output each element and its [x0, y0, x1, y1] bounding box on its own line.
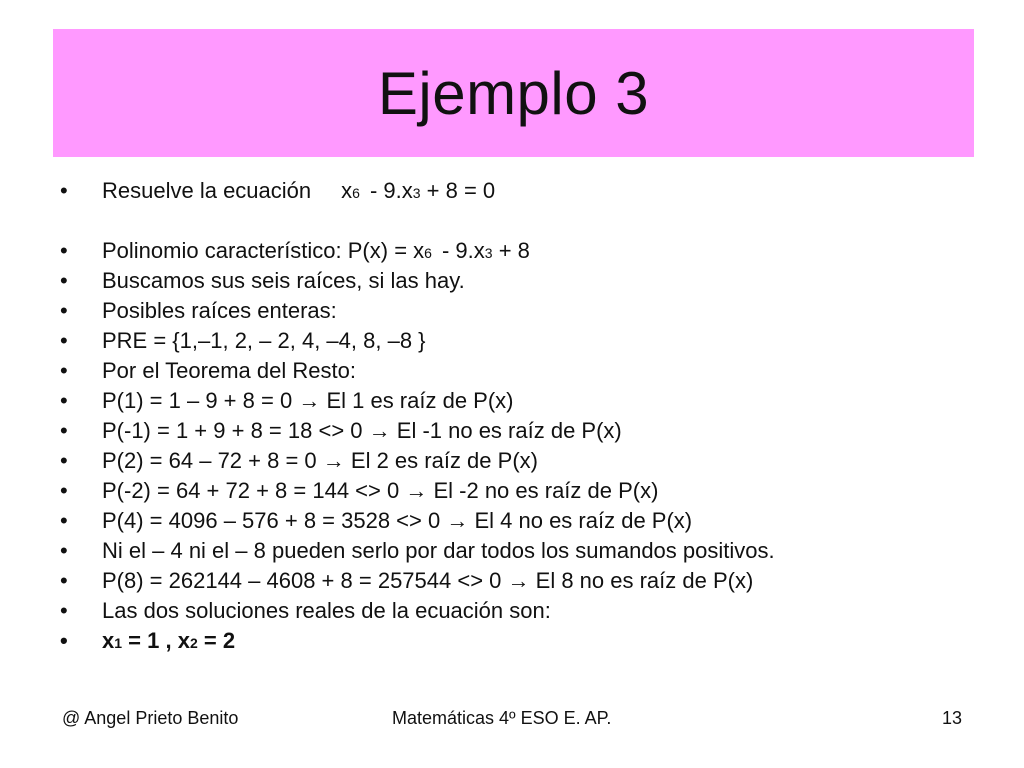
bullet-item: • Ni el – 4 ni el – 8 pueden serlo por dar todos los sumandos positivos.	[60, 536, 1000, 566]
bullet-dot: •	[60, 508, 68, 533]
bullet-item: • P(2) = 64 – 72 + 8 = 0 → El 2 es raíz de P(x)	[60, 446, 1000, 476]
bullet-dot: •	[60, 538, 68, 563]
footer-course: Matemáticas 4º ESO E. AP.	[392, 707, 612, 728]
item-text: Resuelve la ecuación	[102, 178, 312, 203]
bullet-item: • Posibles raíces enteras:	[60, 296, 1000, 326]
page-number: 13	[941, 707, 962, 728]
bullet-dot: •	[60, 388, 68, 413]
title-band	[53, 29, 974, 157]
arrow-icon: →	[446, 508, 469, 533]
bullet-dot: •	[60, 328, 68, 353]
arrow-icon: →	[405, 478, 428, 503]
bullet-dot: •	[60, 418, 68, 443]
arrow-icon: →	[368, 418, 391, 443]
bullet-dot: •	[60, 628, 68, 653]
bullet-dot: •	[60, 238, 68, 263]
bullet-dot: •	[60, 178, 68, 203]
bullet-dot: •	[60, 358, 68, 383]
bullet-dot: •	[60, 268, 68, 293]
bullet-item: • Polinomio característico: P(x) = x 6 - 9.x 3 + 8	[60, 236, 1000, 266]
bullet-item: • Buscamos sus seis raíces, si las hay.	[60, 266, 1000, 296]
bullet-item: • Las dos soluciones reales de la ecuación son:	[60, 596, 1000, 626]
bullet-item: • P(8) = 262144 – 4608 + 8 = 257544 <> 0 → El 8 no es raíz de P(x)	[60, 566, 1000, 596]
bullet-dot: •	[60, 298, 68, 323]
slide-title: Ejemplo 3	[377, 59, 650, 127]
bullet-item: • PRE = {1,–1, 2, – 2, 4, –4, 8, –8 }	[60, 326, 1000, 356]
bullet-item: • P(4) = 4096 – 576 + 8 = 3528 <> 0 → El 4 no es raíz de P(x)	[60, 506, 1000, 536]
slide-footer	[62, 706, 962, 730]
bullet-item: • P(-2) = 64 + 72 + 8 = 144 <> 0 → El -2 no es raíz de P(x)	[60, 476, 1000, 506]
bullet-dot: •	[60, 568, 68, 593]
bullet-dot: •	[60, 598, 68, 623]
bullet-item: • Por el Teorema del Resto:	[60, 356, 1000, 386]
bullet-item: • P(-1) = 1 + 9 + 8 = 18 <> 0 → El -1 no es raíz de P(x)	[60, 416, 1000, 446]
bullet-list	[60, 176, 1000, 656]
arrow-icon: →	[322, 448, 345, 473]
arrow-icon: →	[507, 568, 530, 593]
bullet-dot: •	[60, 478, 68, 503]
bullet-dot: •	[60, 448, 68, 473]
footer-author: @ Angel Prieto Benito	[62, 707, 239, 728]
bullet-item: • P(1) = 1 – 9 + 8 = 0 → El 1 es raíz de P(x)	[60, 386, 1000, 416]
arrow-icon: →	[298, 388, 321, 413]
bullet-item-solution: • x 1 = 1 , x 2 = 2	[60, 626, 1000, 656]
bullet-item: • Resuelve la ecuación x 6 - 9.x 3 + 8 = 0	[60, 176, 1000, 206]
